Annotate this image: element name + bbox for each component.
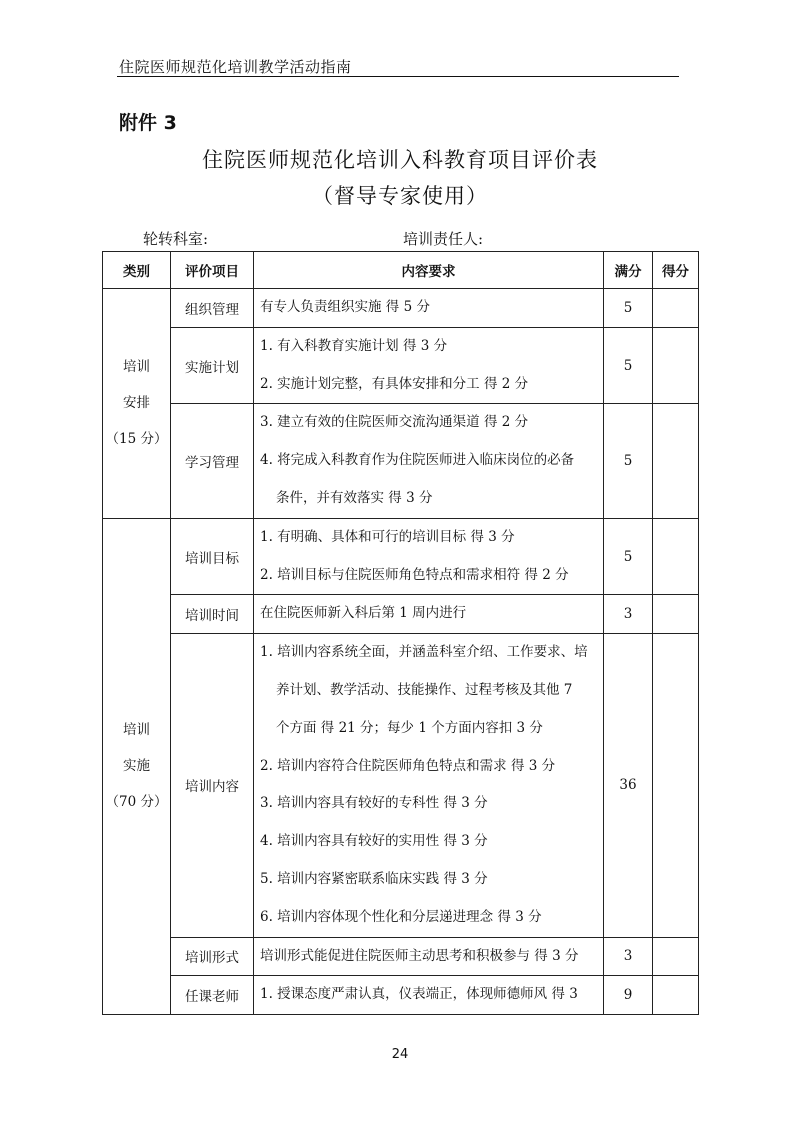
content-line: 养计划、教学活动、技能操作、过程考核及其他 7 [276, 681, 573, 698]
annex-label: 附件 3 [119, 112, 177, 134]
item-cell: 培训时间 [171, 595, 254, 634]
content-cell [254, 289, 604, 328]
item-cell: 组织管理 [171, 289, 254, 328]
content-line: 1. 授课态度严肃认真，仪表端正，体现师德师风 得 3 [260, 986, 578, 1003]
content-line: 5. 培训内容紧密联系临床实践 得 3 分 [260, 870, 488, 887]
header-rule [117, 76, 679, 77]
header-content: 内容要求 [254, 252, 604, 289]
score-input-cell[interactable] [653, 518, 699, 595]
table-row [103, 595, 699, 634]
header-score: 得分 [653, 252, 699, 289]
content-line: 4. 培训内容具有较好的实用性 得 3 分 [260, 833, 488, 850]
item-cell: 培训目标 [171, 518, 254, 595]
score-input-cell[interactable] [653, 404, 699, 518]
table-row [103, 976, 699, 1015]
content-cell [254, 937, 604, 976]
score-input-cell[interactable] [653, 595, 699, 634]
content-line: 在住院医师新入科后第 1 周内进行 [260, 605, 467, 622]
item-cell: 任课老师 [171, 976, 254, 1015]
content-line: 1. 有入科教育实施计划 得 3 分 [260, 337, 448, 354]
table-row [103, 937, 699, 976]
content-line: 培训形式能促进住院医师主动思考和积极参与 得 3 分 [260, 947, 579, 964]
content-line: 2. 培训内容符合住院医师角色特点和需求 得 3 分 [260, 757, 556, 774]
content-cell [254, 634, 604, 937]
content-line: 3. 建立有效的住院医师交流沟通渠道 得 2 分 [260, 414, 529, 431]
table-row [103, 518, 699, 595]
responsible-label: 培训责任人: [403, 230, 484, 248]
content-line: 个方面 得 21 分；每少 1 个方面内容扣 3 分 [276, 719, 543, 736]
content-cell [254, 976, 604, 1015]
full-score-cell: 36 [604, 634, 653, 937]
content-line: 有专人负责组织实施 得 5 分 [260, 299, 430, 315]
full-score-cell: 5 [604, 327, 653, 404]
category-label: 培训 [123, 722, 150, 739]
page-title: 住院医师规范化培训入科教育项目评价表 [202, 148, 598, 172]
table-row [103, 404, 699, 518]
item-cell: 实施计划 [171, 327, 254, 404]
item-cell: 培训内容 [171, 634, 254, 937]
header-full-score: 满分 [604, 252, 653, 289]
score-input-cell[interactable] [653, 289, 699, 328]
content-line: 3. 培训内容具有较好的专科性 得 3 分 [260, 795, 488, 812]
content-line: 4. 将完成入科教育作为住院医师进入临床岗位的必备 [260, 452, 575, 469]
table-row [103, 327, 699, 404]
score-input-cell[interactable] [653, 976, 699, 1015]
full-score-cell: 5 [604, 404, 653, 518]
full-score-cell: 9 [604, 976, 653, 1015]
content-cell [254, 518, 604, 595]
full-score-cell: 3 [604, 937, 653, 976]
evaluation-table [102, 251, 699, 1015]
full-score-cell: 5 [604, 518, 653, 595]
score-input-cell[interactable] [653, 937, 699, 976]
header-category: 类别 [103, 252, 171, 289]
content-cell [254, 404, 604, 518]
category-label: 安排 [123, 395, 150, 412]
content-line: 1. 培训内容系统全面，并涵盖科室介绍、工作要求、培 [260, 644, 588, 661]
running-header: 住院医师规范化培训教学活动指南 [119, 58, 352, 76]
content-line: 2. 实施计划完整，有具体安排和分工 得 2 分 [260, 375, 529, 392]
content-line: 1. 有明确、具体和可行的培训目标 得 3 分 [260, 528, 515, 545]
item-cell: 培训形式 [171, 937, 254, 976]
table-header-row [103, 252, 699, 289]
table-row [103, 289, 699, 328]
category-cell [103, 518, 171, 1014]
category-label: 培训 [123, 359, 150, 376]
header-item: 评价项目 [171, 252, 254, 289]
score-input-cell[interactable] [653, 634, 699, 937]
content-line: 6. 培训内容体现个性化和分层递进理念 得 3 分 [260, 908, 542, 925]
page-number: 24 [391, 1047, 409, 1062]
dept-label: 轮转科室: [143, 230, 209, 248]
full-score-cell: 5 [604, 289, 653, 328]
content-line: 条件，并有效落实 得 3 分 [276, 489, 433, 506]
category-label: （70 分） [105, 794, 168, 811]
category-label: （15 分） [105, 431, 168, 448]
content-line: 2. 培训目标与住院医师角色特点和需求相符 得 2 分 [260, 566, 569, 583]
page-subtitle: （督导专家使用） [312, 184, 488, 208]
content-cell [254, 595, 604, 634]
table-row [103, 634, 699, 937]
score-input-cell[interactable] [653, 327, 699, 404]
item-cell: 学习管理 [171, 404, 254, 518]
category-cell [103, 289, 171, 519]
full-score-cell: 3 [604, 595, 653, 634]
content-cell [254, 327, 604, 404]
category-label: 实施 [123, 758, 150, 775]
